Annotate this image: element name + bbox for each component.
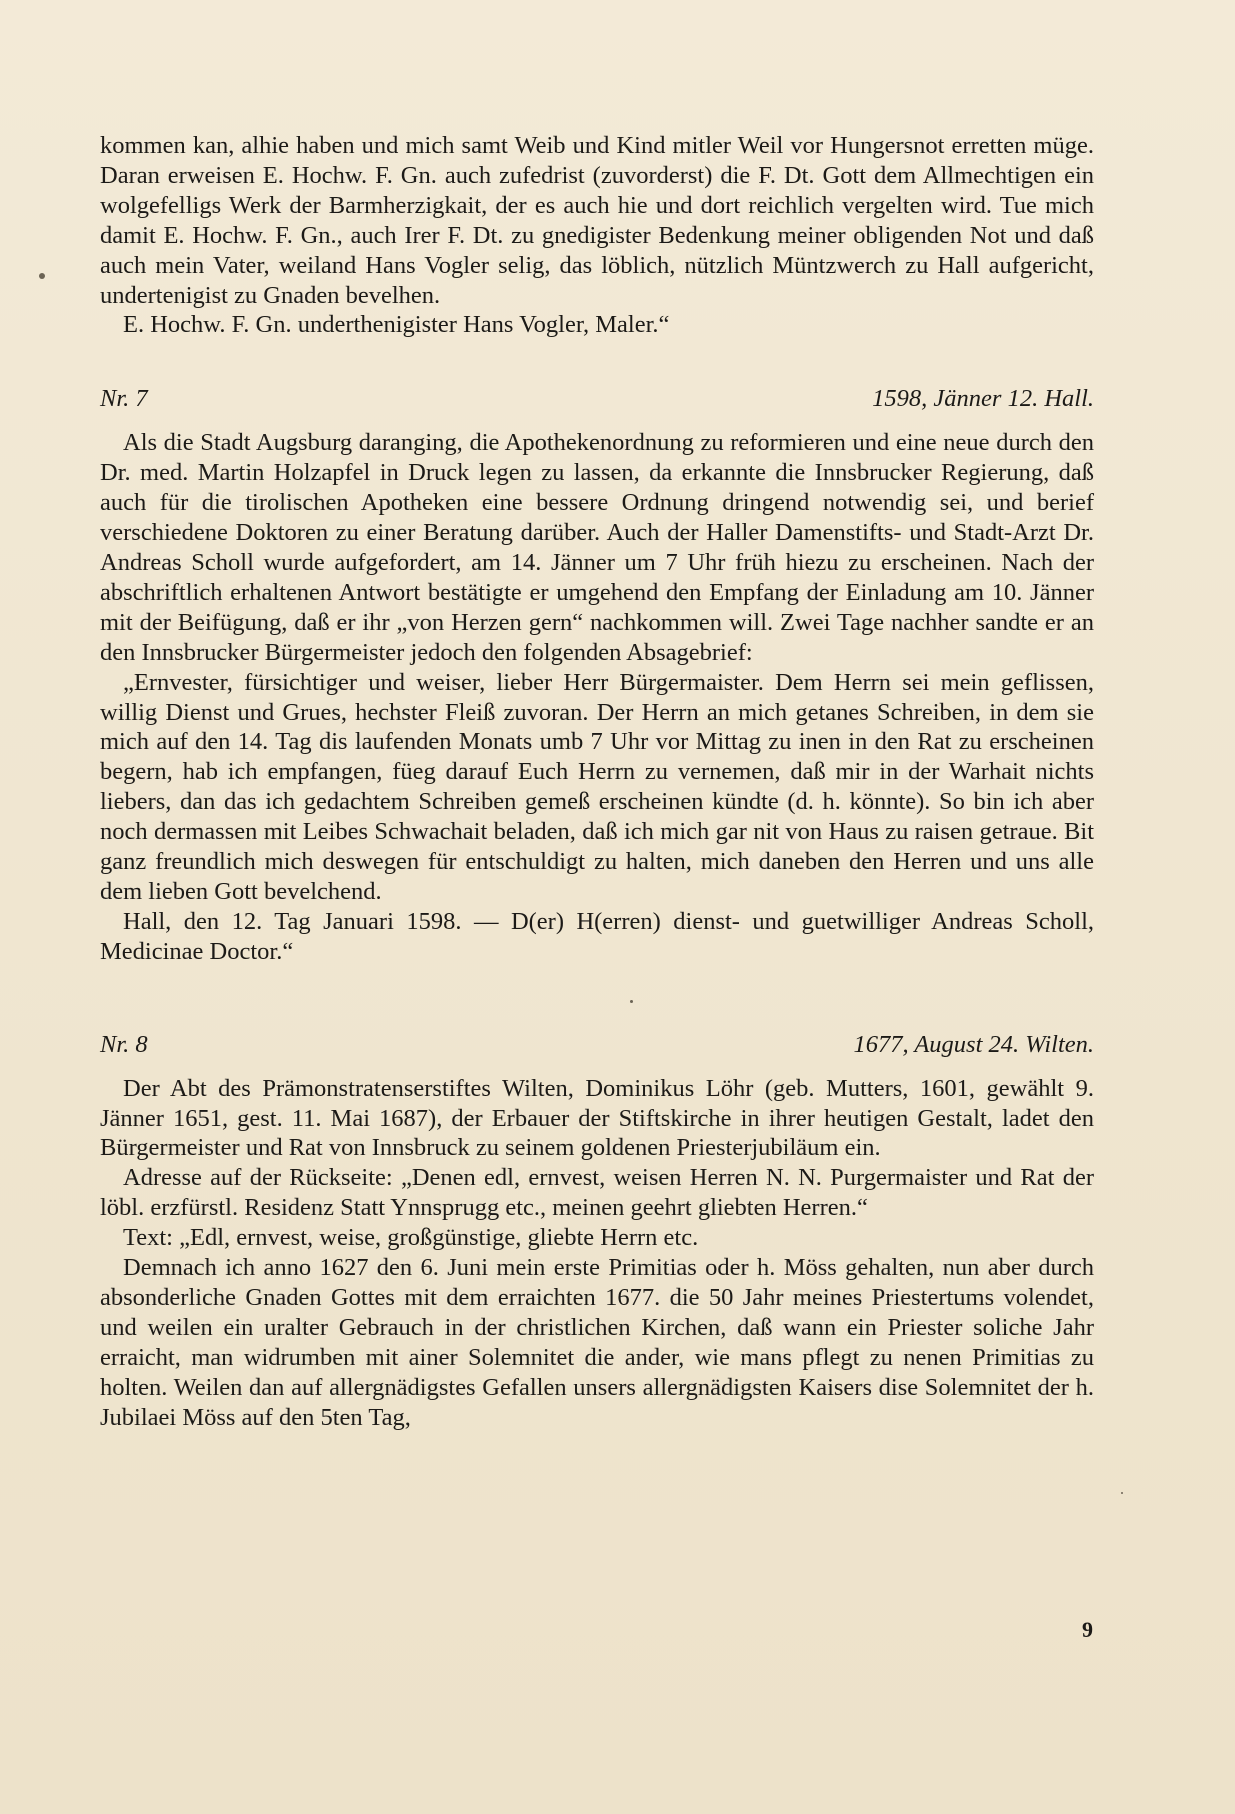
document-date: 1598, Jänner 12. Hall. — [872, 385, 1094, 413]
signature-line: E. Hochw. F. Gn. underthenigister Hans Vogler, Maler.“ — [123, 311, 670, 339]
paragraph: Adresse auf der Rückseite: „Denen edl, ernvest, weisen Herren N. N. Purgermaister und Rat der löbl. erzfürstl. Residenz Statt Ynnsprugg etc., meinen geehrt gliebten Herren.“ — [100, 1164, 1094, 1222]
document-number: Nr. 7 — [100, 385, 148, 413]
section-header — [100, 1030, 1094, 1060]
paragraph: Demnach ich anno 1627 den 6. Juni mein erste Primitias oder h. Möss gehalten, nun aber durch absonderliche Gnaden Gottes mit dem erraichten 1677. die 50 Jahr meines Priestertums volendet, und weilen ein uralter Gebrauch in der christlichen Kirchen, daß wann ein Priester soliche Jahr erraicht, man widrumben mit ainer Solemnitet die ander, wie mans pflegt zu nenen Primitias zu holten. Weilen dan auf allergnädigstes Gefallen unsers allergnädigsten Kaisers dise Solemnitet der h. Jubilaei Möss auf den 5ten Tag, — [100, 1254, 1094, 1431]
quoted-letter: „Ernvester, fürsichtiger und weiser, lieber Herr Bürgermaister. Dem Herrn sei mein geflissen, willig Dienst und Grues, hechster Fleiß zuvoran. Der Herrn an mich getanes Schreiben, in dem sie mich auf den 14. Tag dis laufenden Monats umb 7 Uhr vor Mittag zu inen in den Rat zu erscheinen begern, hab ich empfangen, füeg darauf Euch Herrn zu vernemen, daß mir in der Warhait nichts liebers, dan das ich gedachtem Schreiben gemeß erscheinen kündte (d. h. könnte). So bin ich aber noch dermassen mit Leibes Schwachait beladen, daß ich mich gar nit von Haus zu raisen getraue. Bit ganz freundlich mich deswegen für entschuldigt zu halten, mich daneben den Herren und uns alle dem lieben Gott bevelchend. — [100, 668, 1094, 905]
ink-dot — [39, 273, 45, 279]
section-header — [100, 384, 1094, 414]
paragraph: Der Abt des Prämonstratenserstiftes Wilten, Dominikus Löhr (geb. Mutters, 1601, gewählt 9. Jänner 1651, gest. 11. Mai 1687), der Erbauer der Stiftskirche in ihrer heutigen Gestalt, ladet den Bürgermeister und Rat von Innsbruck zu seinem goldenen Priesterjubiläum ein. — [100, 1074, 1094, 1162]
text-column — [100, 131, 1094, 1433]
document-number: Nr. 8 — [100, 1030, 148, 1058]
letter-closing: Hall, den 12. Tag Januari 1598. — D(er) H(erren) dienst- und guetwilliger Andreas Scholl, Medicinae Doctor.“ — [100, 907, 1094, 965]
paragraph: kommen kan, alhie haben und mich samt Weib und Kind mitler Weil vor Hungersnot erretten müge. Daran erweisen E. Hochw. F. Gn. auch zufedrist (zuvorderst) die F. Dt. Gott dem Allmechtigen ein wolgefelligs Werk der Barmherzigkait, der es auch hie und dort reichlich vergelten wird. Tue mich damit E. Hochw. F. Gn., auch Irer F. Dt. zu gnedigister Bedenkung meiner obligenden Not und daß auch mein Vater, weiland Hans Vogler selig, das löblich, nützlich Müntzwerch zu Hall aufgericht, undertenigist zu Gnaden bevelhen. — [100, 132, 1094, 309]
document-date: 1677, August 24. Wilten. — [853, 1030, 1094, 1058]
ink-dot — [1121, 1492, 1123, 1494]
paragraph: Als die Stadt Augsburg daranging, die Apothekenordnung zu reformieren und eine neue durch den Dr. med. Martin Holzapfel in Druck legen zu lassen, da erkannte die Innsbrucker Regierung, daß auch für die tirolischen Apotheken eine bessere Ordnung dringend notwendig sei, und berief verschiedene Doktoren zu einer Beratung darüber. Auch der Haller Damenstifts- und Stadt-Arzt Dr. Andreas Scholl wurde aufgefordert, am 14. Jänner um 7 Uhr früh hiezu zu erscheinen. Nach der abschriftlich erhaltenen Antwort bestätigte er umgehend den Empfang der Einladung am 10. Jänner mit der Beifügung, daß er ihr „von Herzen gern“ nachkommen will. Zwei Tage nachher sandte er an den Innsbrucker Bürgermeister jedoch den folgenden Absagebrief: — [100, 429, 1094, 666]
paragraph: Text: „Edl, ernvest, weise, großgünstige, gliebte Herrn etc. — [123, 1224, 699, 1252]
page-number: 9 — [1082, 1617, 1093, 1642]
